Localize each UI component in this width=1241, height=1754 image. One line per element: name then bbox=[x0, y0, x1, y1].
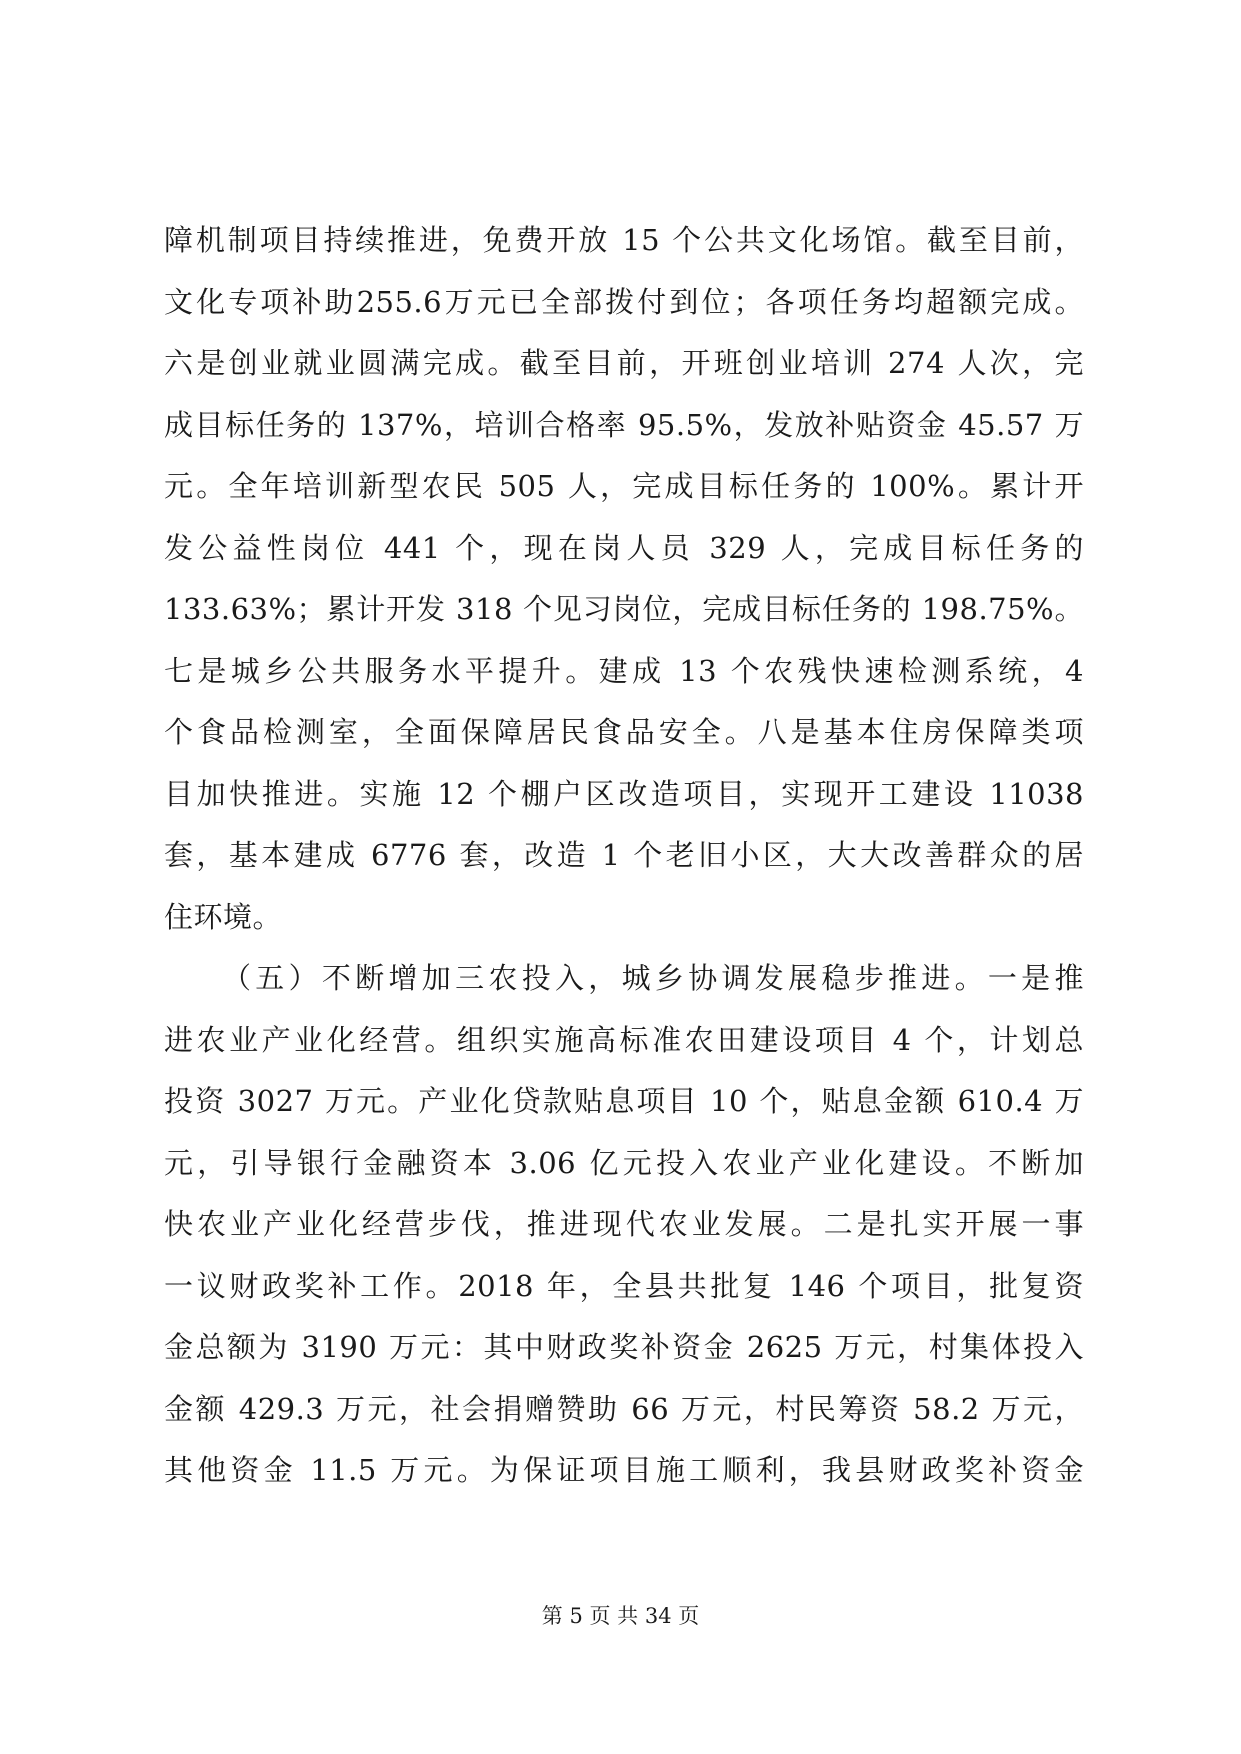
text-line: 六是创业就业圆满完成。截至目前，开班创业培训 274 人次，完 bbox=[164, 346, 1084, 380]
text-line: 133.63%；累计开发 318 个见习岗位，完成目标任务的 198.75%。 bbox=[164, 592, 1084, 626]
page-number-footer: 第 5 页 共 34 页 bbox=[541, 1604, 700, 1628]
text-line: 文化专项补助255.6万元已全部拨付到位；各项任务均超额完成。 bbox=[164, 284, 1084, 319]
text-line: 障机制项目持续推进，免费开放 15 个公共文化场馆。截至目前， bbox=[164, 223, 1084, 257]
text-line: 其他资金 11.5 万元。为保证项目施工顺利，我县财政奖补资金 bbox=[164, 1453, 1084, 1487]
text-line: 一议财政奖补工作。2018 年，全县共批复 146 个项目，批复资 bbox=[164, 1268, 1084, 1303]
text-line: 金额 429.3 万元，社会捐赠赞助 66 万元，村民筹资 58.2 万元， bbox=[164, 1391, 1084, 1426]
text-line: 金总额为 3190 万元：其中财政奖补资金 2625 万元，村集体投入 bbox=[164, 1330, 1084, 1364]
text-line: 住环境。 bbox=[164, 899, 283, 934]
text-line: 元，引导银行金融资本 3.06 亿元投入农业产业化建设。不断加 bbox=[164, 1145, 1084, 1180]
text-line: 套，基本建成 6776 套，改造 1 个老旧小区，大大改善群众的居 bbox=[164, 838, 1084, 872]
text-line: 进农业产业化经营。组织实施高标准农田建设项目 4 个，计划总 bbox=[164, 1022, 1084, 1057]
text-line: 投资 3027 万元。产业化贷款贴息项目 10 个，贴息金额 610.4 万 bbox=[164, 1084, 1084, 1118]
text-line-paragraph-start: （五）不断增加三农投入，城乡协调发展稳步推进。一是推 bbox=[222, 961, 1084, 995]
text-line: 元。全年培训新型农民 505 人，完成目标任务的 100%。累计开 bbox=[164, 469, 1084, 503]
text-line: 个食品检测室，全面保障居民食品安全。八是基本住房保障类项 bbox=[164, 715, 1084, 749]
text-line: 发公益性岗位 441 个，现在岗人员 329 人，完成目标任务的 bbox=[164, 530, 1084, 565]
text-line: 七是城乡公共服务水平提升。建成 13 个农残快速检测系统，4 bbox=[164, 653, 1084, 688]
body-text bbox=[164, 210, 1084, 1502]
text-line: 目加快推进。实施 12 个棚户区改造项目，实现开工建设 11038 bbox=[164, 776, 1084, 811]
text-line: 成目标任务的 137%，培训合格率 95.5%，发放补贴资金 45.57 万 bbox=[164, 407, 1084, 442]
text-line: 快农业产业化经营步伐，推进现代农业发展。二是扎实开展一事 bbox=[164, 1207, 1084, 1241]
